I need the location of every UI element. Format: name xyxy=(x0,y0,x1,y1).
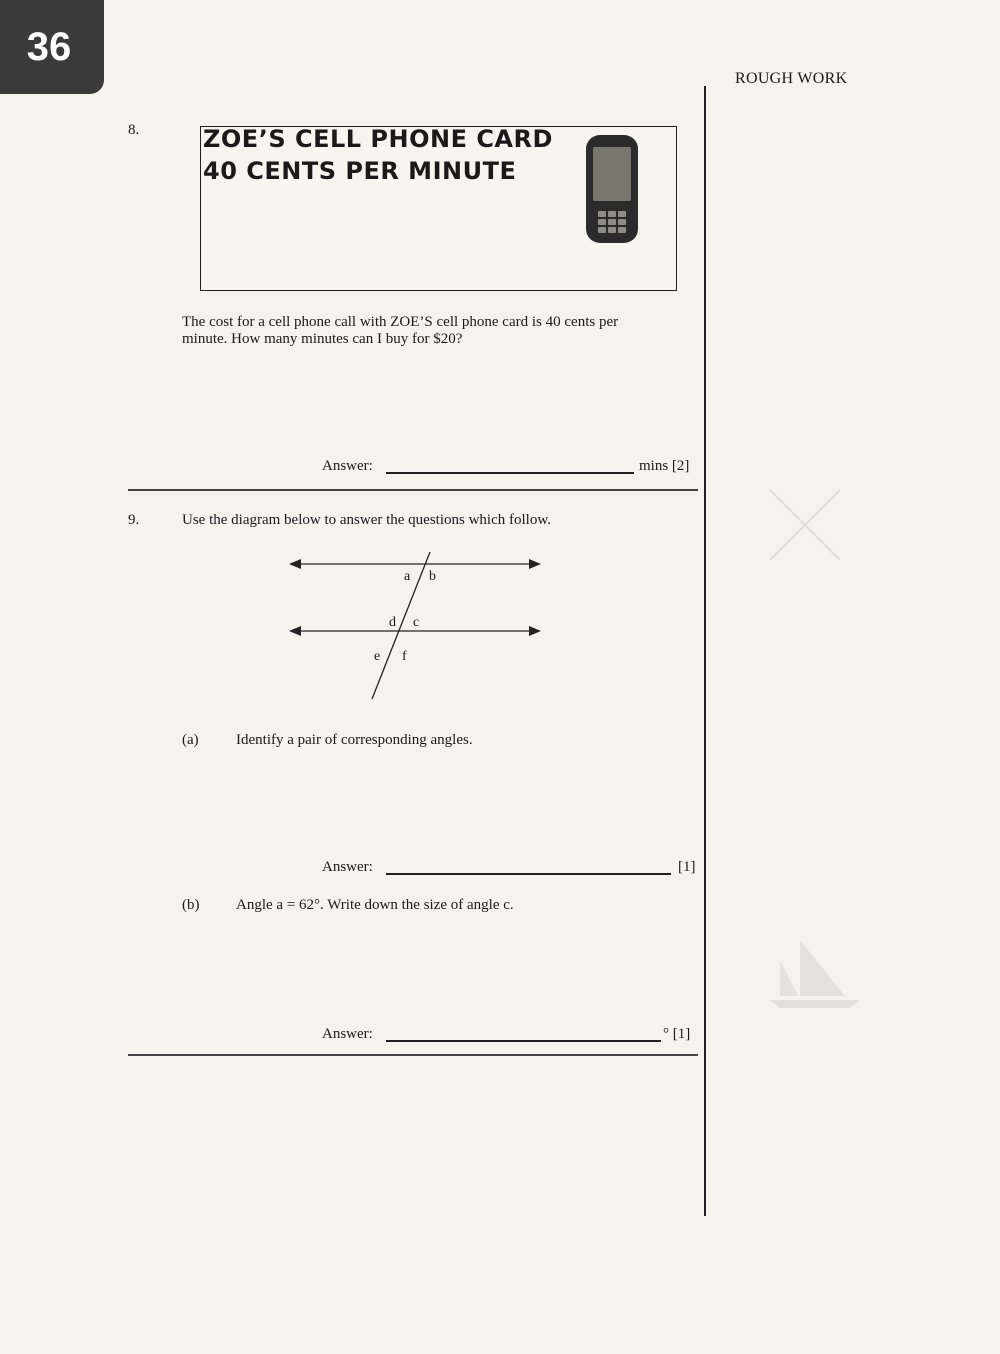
angle-label-e: e xyxy=(374,649,381,664)
rough-work-heading: ROUGH WORK xyxy=(735,70,848,87)
question-8-text-line-2: minute. How many minutes can I buy for $20? xyxy=(182,331,463,347)
q8-answer-suffix: mins [2] xyxy=(639,458,690,474)
part-a-text: Identify a pair of corresponding angles. xyxy=(236,732,473,748)
question-divider xyxy=(128,489,698,491)
question-8-text-line-1: The cost for a cell phone call with ZOE’S cell phone card is 40 cents per xyxy=(182,314,619,330)
arrowhead-top-right xyxy=(529,559,541,569)
q9a-answer-label: Answer: xyxy=(322,859,373,875)
q9b-answer-suffix: ° [1] xyxy=(663,1026,691,1042)
part-b-text: Angle a = 62°. Write down the size of angle c. xyxy=(236,897,514,913)
angle-label-f: f xyxy=(402,649,407,664)
card-title-line-2: 40 CENTS PER MINUTE xyxy=(203,157,517,185)
question-8-number: 8. xyxy=(128,122,140,138)
arrowhead-bottom-right xyxy=(529,626,541,636)
question-divider-bottom xyxy=(128,1054,698,1056)
rough-work-divider xyxy=(704,86,706,1216)
part-b-label: (b) xyxy=(182,897,200,913)
q9a-marks: [1] xyxy=(678,859,696,875)
show-through-cross xyxy=(760,480,850,570)
arrowhead-top-left xyxy=(289,559,301,569)
angle-label-a: a xyxy=(404,569,411,584)
q9b-answer-line[interactable] xyxy=(386,1040,661,1042)
angle-label-b: b xyxy=(429,569,436,584)
part-a-label: (a) xyxy=(182,732,199,748)
transversal-line xyxy=(372,552,430,699)
card-title-line-1: ZOE’S CELL PHONE CARD xyxy=(203,125,553,153)
show-through-boat xyxy=(760,930,870,1010)
q8-answer-label: Answer: xyxy=(322,458,373,474)
parallel-lines-diagram xyxy=(285,548,545,708)
question-8-text xyxy=(182,314,702,348)
angle-label-c: c xyxy=(413,615,420,630)
arrowhead-bottom-left xyxy=(289,626,301,636)
q9a-answer-line[interactable] xyxy=(386,873,671,875)
q9b-answer-label: Answer: xyxy=(322,1026,373,1042)
phone-card-advert xyxy=(200,126,677,291)
angle-label-d: d xyxy=(389,615,396,630)
q8-answer-line[interactable] xyxy=(386,472,634,474)
cell-phone-image xyxy=(586,135,638,243)
question-9-number: 9. xyxy=(128,512,140,528)
page-number-tab: 36 xyxy=(0,0,104,94)
question-9-instruction: Use the diagram below to answer the questions which follow. xyxy=(182,512,551,528)
